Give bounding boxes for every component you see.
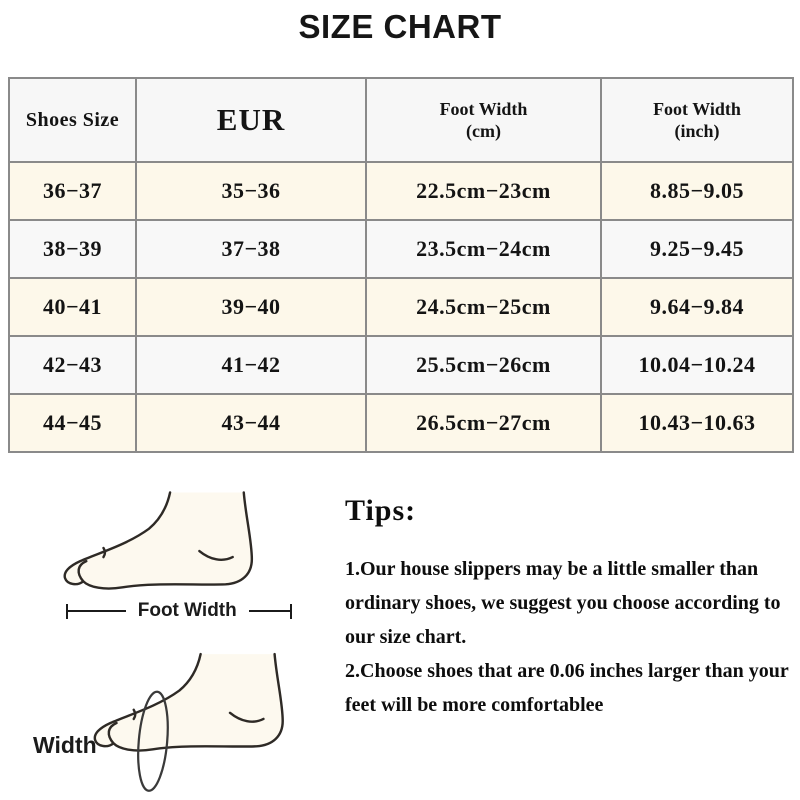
table-row bbox=[9, 278, 793, 336]
cell-foot-width-cm: 22.5cm−23cm bbox=[366, 162, 601, 220]
header-text: EUR bbox=[216, 102, 286, 137]
table-row bbox=[9, 336, 793, 394]
tip-2: 2.Choose shoes that are 0.06 inches larger than your feet will be more comfortablee bbox=[345, 660, 789, 716]
table-row bbox=[9, 394, 793, 452]
cell-eur: 39−40 bbox=[136, 278, 366, 336]
cell-shoes-size: 38−39 bbox=[9, 220, 136, 278]
cell-foot-width-cm: 25.5cm−26cm bbox=[366, 336, 601, 394]
foot-width-ellipse-illustration bbox=[85, 648, 300, 798]
header-foot-width-cm bbox=[366, 78, 601, 162]
foot-width-measure-line bbox=[66, 602, 292, 620]
table-header-row bbox=[9, 78, 793, 162]
cell-eur: 37−38 bbox=[136, 220, 366, 278]
cell-shoes-size: 44−45 bbox=[9, 394, 136, 452]
header-shoes-size bbox=[9, 78, 136, 162]
header-foot-width-inch bbox=[601, 78, 793, 162]
foot-side-view-illustration bbox=[56, 490, 268, 610]
table-row bbox=[9, 220, 793, 278]
header-eur bbox=[136, 78, 366, 162]
page-title: SIZE CHART bbox=[298, 8, 502, 45]
cell-foot-width-inch: 8.85−9.05 bbox=[601, 162, 793, 220]
cell-foot-width-inch: 9.64−9.84 bbox=[601, 278, 793, 336]
tip-1: 1.Our house slippers may be a little smaller than ordinary shoes, we suggest you choose according to our size chart. bbox=[345, 558, 781, 648]
header-subtext: (cm) bbox=[466, 121, 501, 141]
cell-shoes-size: 36−37 bbox=[9, 162, 136, 220]
tips-section bbox=[345, 494, 793, 722]
header-subtext: (inch) bbox=[674, 121, 720, 141]
cell-eur: 41−42 bbox=[136, 336, 366, 394]
cell-shoes-size: 40−41 bbox=[9, 278, 136, 336]
cell-shoes-size: 42−43 bbox=[9, 336, 136, 394]
measure-right-tick bbox=[290, 604, 292, 619]
cell-foot-width-inch: 9.25−9.45 bbox=[601, 220, 793, 278]
width-label: Width bbox=[33, 732, 97, 758]
tips-heading: Tips: bbox=[345, 494, 417, 527]
cell-eur: 43−44 bbox=[136, 394, 366, 452]
size-chart-table bbox=[8, 77, 794, 453]
header-text: Shoes Size bbox=[25, 108, 120, 131]
cell-eur: 35−36 bbox=[136, 162, 366, 220]
header-text: Foot Width bbox=[439, 98, 528, 119]
foot-width-label: Foot Width bbox=[137, 600, 237, 621]
header-text: Foot Width bbox=[653, 98, 741, 119]
measure-right-segment bbox=[249, 610, 290, 612]
table-row bbox=[9, 162, 793, 220]
cell-foot-width-inch: 10.43−10.63 bbox=[601, 394, 793, 452]
cell-foot-width-inch: 10.04−10.24 bbox=[601, 336, 793, 394]
cell-foot-width-cm: 23.5cm−24cm bbox=[366, 220, 601, 278]
measure-left-segment bbox=[68, 610, 126, 612]
cell-foot-width-cm: 26.5cm−27cm bbox=[366, 394, 601, 452]
cell-foot-width-cm: 24.5cm−25cm bbox=[366, 278, 601, 336]
